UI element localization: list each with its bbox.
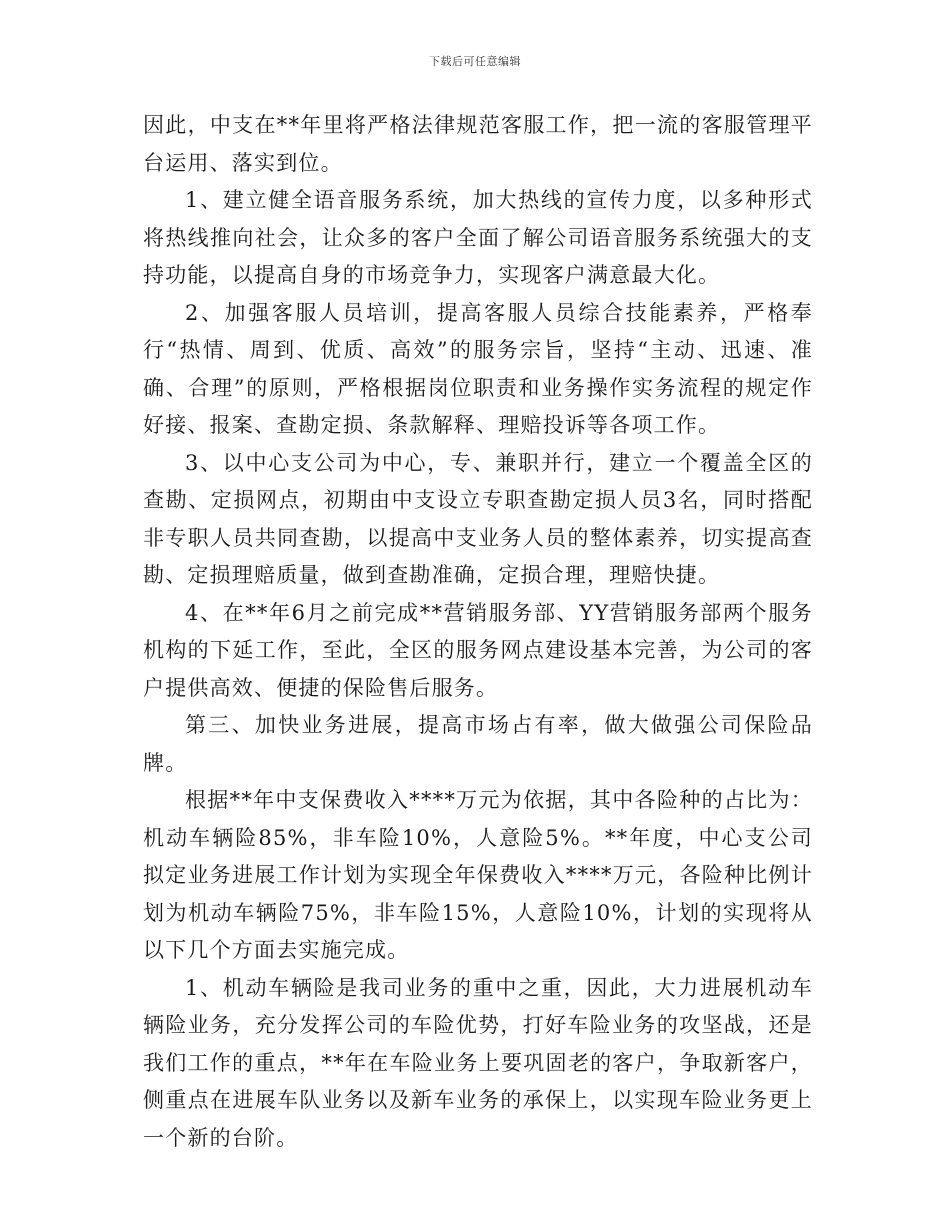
paragraph: 3、以中心支公司为中心，专、兼职并行，建立一个覆盖全区的查勘、定损网点，初期由中支设立专职查勘定损人员3名，同时搭配非专职人员共同查勘，以提高中支业务人员的整体素养，切实提高查勘、定损理赔质量，做到查勘准确，定损合理，理赔快捷。 — [143, 450, 813, 587]
paragraph: 1、机动车辆险是我司业务的重中之重，因此，大力进展机动车辆险业务，充分发挥公司的车险优势，打好车险业务的攻坚战，还是我们工作的重点，**年在车险业务上要巩固老的客户，争取新客户，侧重点在进展车队业务以及新车业务的承保上，以实现车险业务更上一个新的台阶。 — [143, 975, 813, 1150]
document-body — [143, 107, 813, 1157]
paragraph: 1、建立健全语音服务系统，加大热线的宣传力度，以多种形式将热线推向社会，让众多的客户全面了解公司语音服务系统强大的支持功能，以提高自身的市场竞争力，实现客户满意最大化。 — [143, 188, 813, 287]
header-note: 下载后可任意编辑 — [429, 55, 521, 68]
paragraph: 4、在**年6月之前完成**营销服务部、YY营销服务部两个服务机构的下延工作，至此，全区的服务网点建设基本完善，为公司的客户提供高效、便捷的保险售后服务。 — [143, 600, 813, 700]
section-heading: 第三、加快业务进展，提高市场占有率，做大做强公司保险品牌。 — [143, 713, 813, 775]
paragraph: 根据**年中支保费收入****万元为依据，其中各险种的占比为：机动车辆险85%，非车险10%，人意险5%。**年度，中心支公司拟定业务进展工作计划为实现全年保费收入****万元，各险种比例计划为机动车辆险75%，非车险15%，人意险10%，计划的实现将从以下几个方面去实施完成。 — [143, 788, 813, 962]
paragraph: 2、加强客服人员培训，提高客服人员综合技能素养，严格奉行“热情、周到、优质、高效”的服务宗旨，坚持“主动、迅速、准确、合理”的原则，严格根据岗位职责和业务操作实务流程的规定作好接、报案、查勘定损、条款解释、理赔投诉等各项工作。 — [143, 300, 813, 437]
paragraph: 因此，中支在**年里将严格法律规范客服工作，把一流的客服管理平台运用、落实到位。 — [143, 113, 813, 175]
